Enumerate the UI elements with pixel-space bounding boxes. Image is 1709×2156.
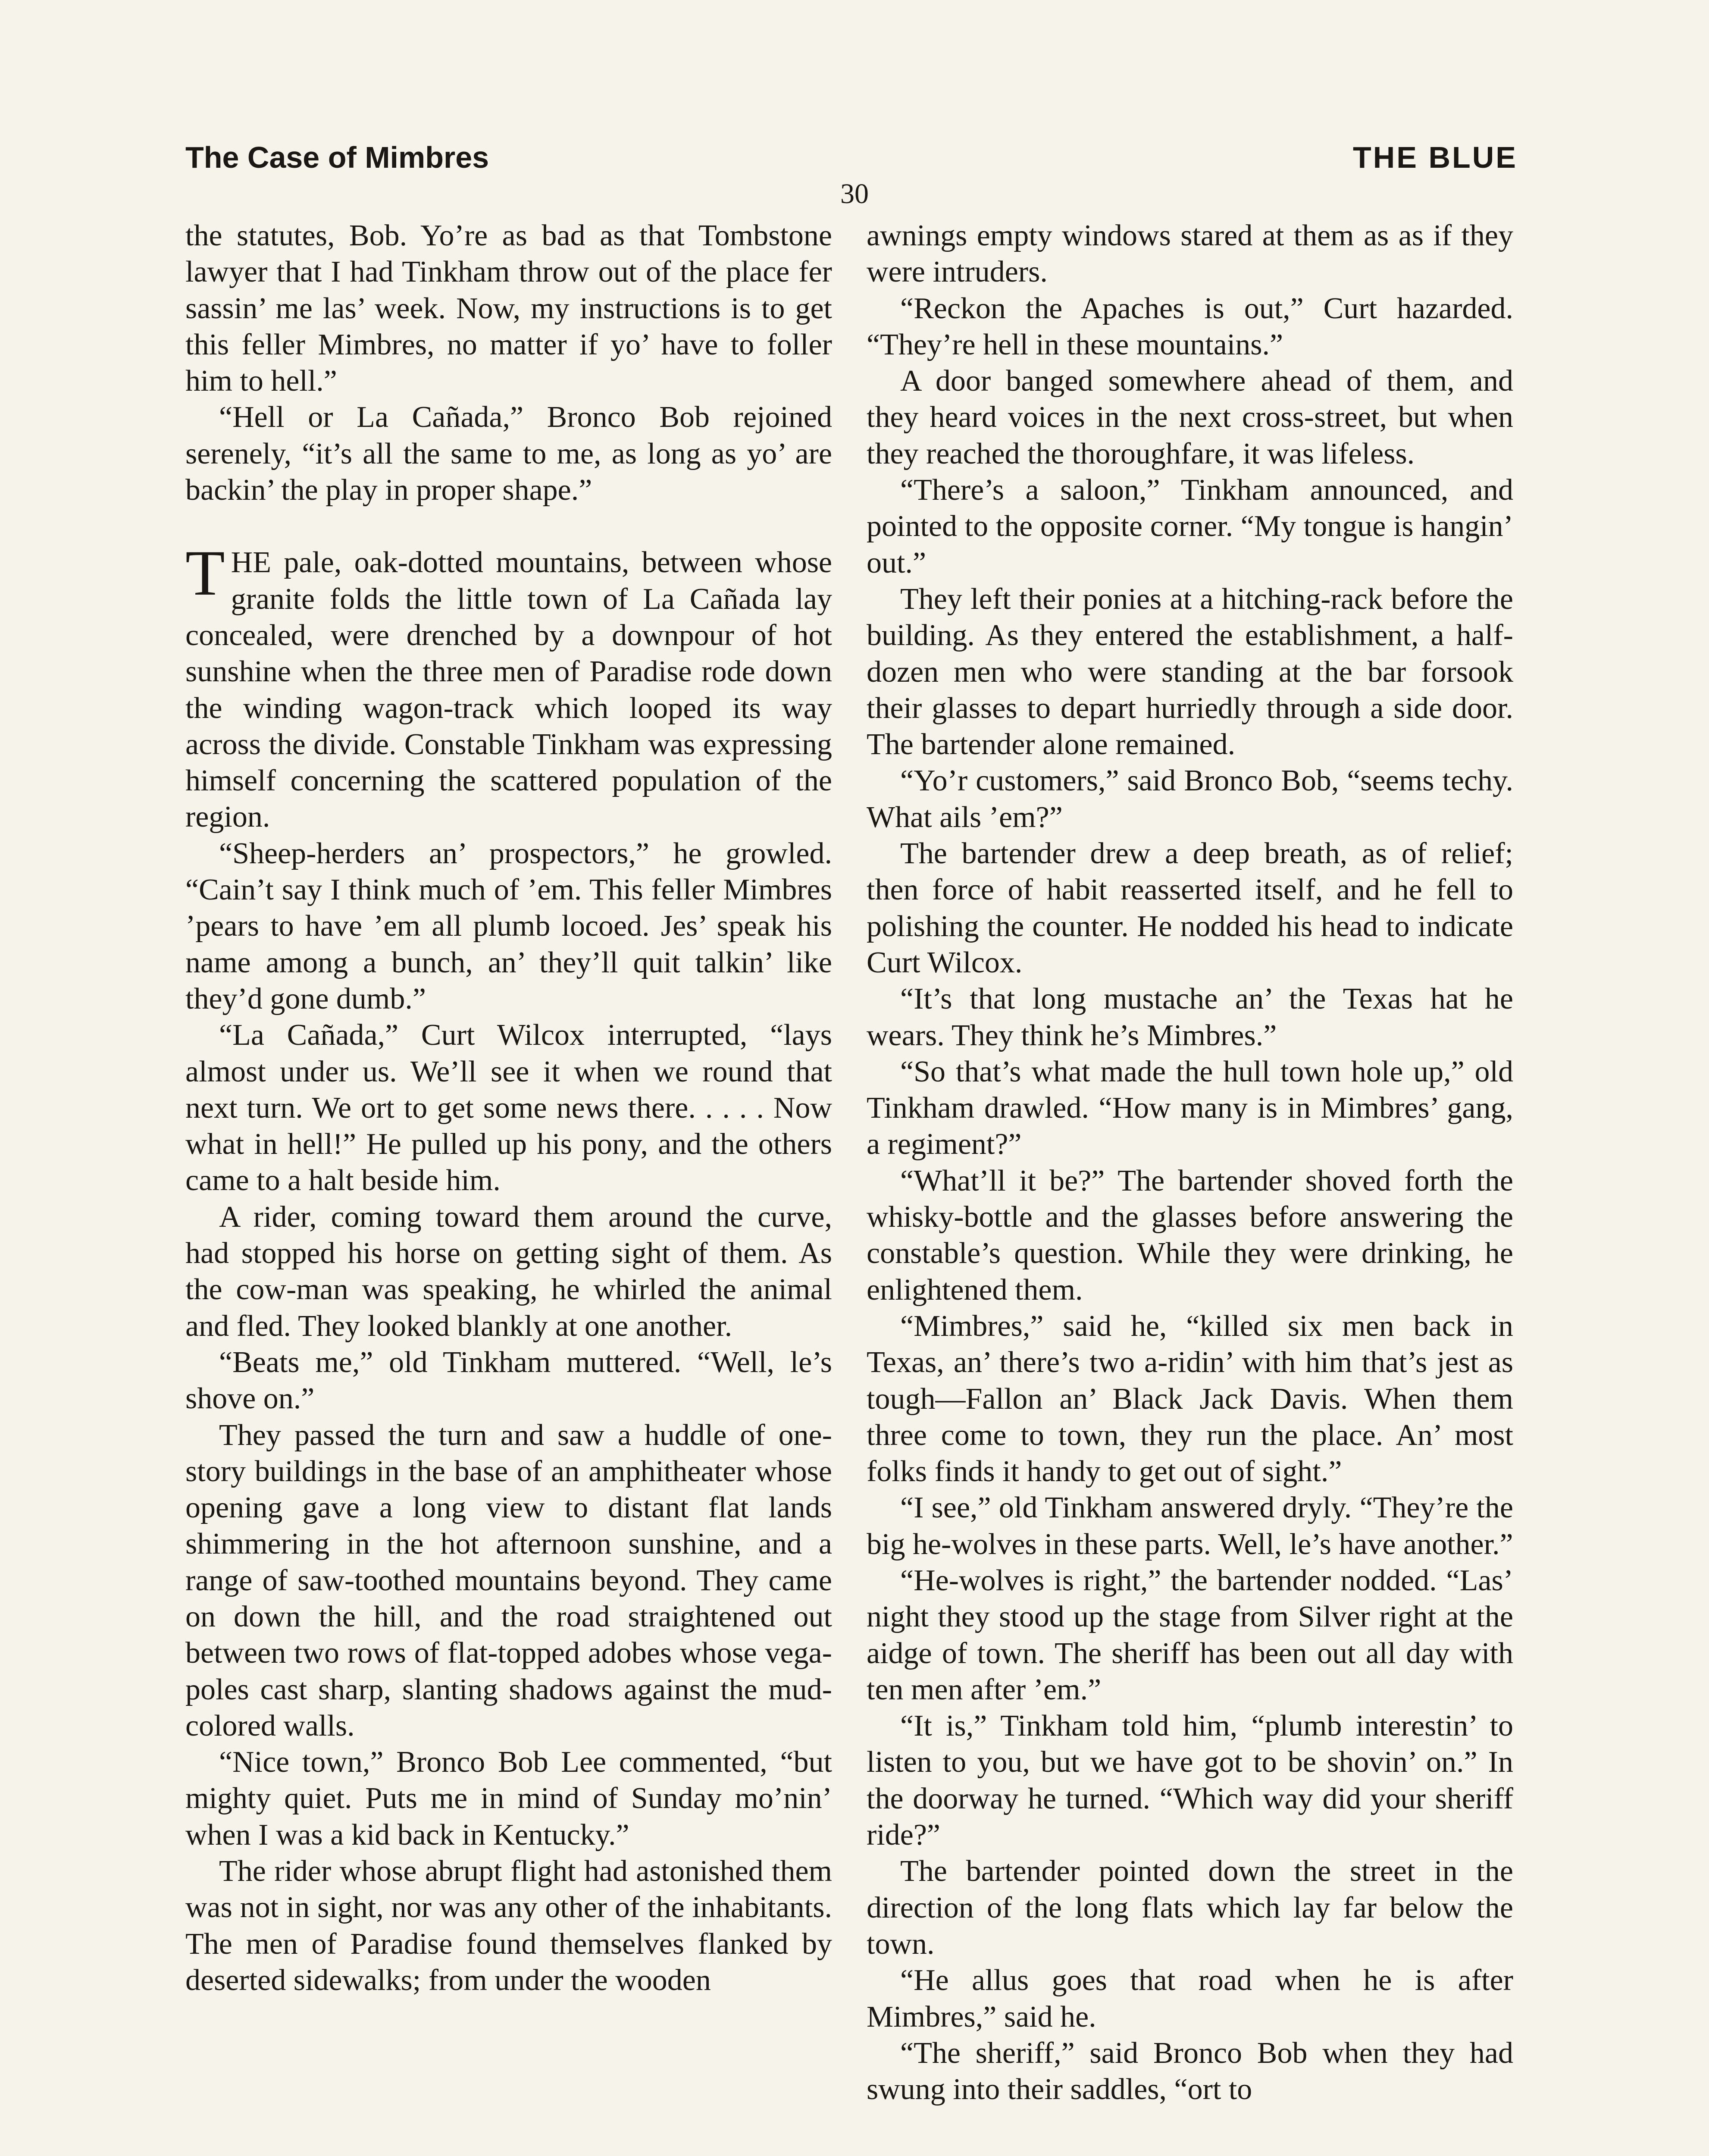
- paragraph: The rider whose abrupt flight had astonished them was not in sight, nor was any other of the inhabitants. The men of Paradise found themselves flanked by deserted sidewalks; from under the wooden: [185, 1855, 832, 1997]
- paragraph: “Mimbres,” said he, “killed six men back in Texas, an’ there’s two a-ridin’ with him that’s jest as tough—Fallon an’ Black Jack Davis. When them three come to town, they run the place. An’ most folks finds it handy to get out of sight.”: [867, 1309, 1513, 1489]
- paragraph: “Reckon the Apaches is out,” Curt hazarded. “They’re hell in these mountains.”: [867, 291, 1513, 361]
- paragraph: “Yo’r customers,” said Bronco Bob, “seems techy. What ails ’em?”: [867, 764, 1513, 834]
- paragraph: “There’s a saloon,” Tinkham announced, and pointed to the opposite corner. “My tongue is hangin’ out.”: [867, 473, 1513, 580]
- paragraph: “So that’s what made the hull town hole up,” old Tinkham drawled. “How many is in Mimbres’ gang, a regiment?”: [867, 1055, 1513, 1161]
- text-column-right: [867, 218, 1513, 2108]
- section-opening-paragraph: [185, 537, 832, 835]
- paragraph: “It is,” Tinkham told him, “plumb interestin’ to listen to you, but we have got to be shovin’ on.” In the doorway he turned. “Which way did your sheriff ride?”: [867, 1709, 1513, 1852]
- paragraph: “Beats me,” old Tinkham muttered. “Well, le’s shove on.”: [185, 1345, 832, 1416]
- paragraph: “Nice town,” Bronco Bob Lee commented, “but mighty quiet. Puts me in mind of Sunday mo’nin’ when I was a kid back in Kentucky.”: [185, 1745, 832, 1852]
- magazine-title: THE BLUE: [1353, 141, 1518, 174]
- running-header: [185, 134, 1518, 181]
- paragraph: “What’ll it be?” The bartender shoved forth the whisky-bottle and the glasses before answering the constable’s question. While they were drinking, he enlightened them.: [867, 1164, 1513, 1307]
- paragraph: A door banged somewhere ahead of them, and they heard voices in the next cross-street, but when they reached the thoroughfare, it was lifeless.: [867, 364, 1513, 470]
- paragraph: the statutes, Bob. Yo’re as bad as that Tombstone lawyer that I had Tinkham throw out of the place fer sassin’ me las’ week. Now, my instructions is to get this feller Mimbres, no matter if yo’ have to foller him to hell.”: [185, 219, 832, 398]
- paragraph: “I see,” old Tinkham answered dryly. “They’re the big he-wolves in these parts. Well, le’s have another.”: [867, 1491, 1513, 1561]
- paragraph: “It’s that long mustache an’ the Texas hat he wears. They think he’s Mimbres.”: [867, 982, 1513, 1052]
- paragraph: A rider, coming toward them around the curve, had stopped his horse on getting sight of them. As the cow-man was speaking, he whirled the animal and fled. They looked blankly at one another.: [185, 1200, 832, 1343]
- page-number: 30: [840, 178, 869, 210]
- paragraph: “Hell or La Cañada,” Bronco Bob rejoined serenely, “it’s all the same to me, as long as yo’ are backin’ the play in proper shape.”: [185, 401, 832, 507]
- paragraph: They left their ponies at a hitching-rack before the building. As they entered the establishment, a half-dozen men who were standing at the bar forsook their glasses to depart hurriedly through a side door. The bartender alone remained.: [867, 582, 1513, 761]
- text-column-left: [185, 218, 832, 1999]
- paragraph: “He allus goes that road when he is after Mimbres,” said he.: [867, 1964, 1513, 2034]
- paragraph: The bartender pointed down the street in the direction of the long flats which lay far below the town.: [867, 1855, 1513, 1961]
- paragraph: “Sheep-herders an’ prospectors,” he growled. “Cain’t say I think much of ’em. This feller Mimbres ’pears to have ’em all plumb locoed. Jes’ speak his name among a bunch, an’ they’ll quit talkin’ like they’d gone dumb.”: [185, 837, 832, 1015]
- story-title: The Case of Mimbres: [185, 141, 489, 174]
- drop-cap: T: [185, 537, 225, 609]
- paragraph: They passed the turn and saw a huddle of one-story buildings in the base of an amphitheater whose opening gave a long view to distant flat lands shimmering in the hot afternoon sunshine, and a range of saw-toothed mountains beyond. They came on down the hill, and the road straightened out between two rows of flat-topped adobes whose vega-poles cast sharp, slanting shadows against the mud-colored walls.: [185, 1418, 832, 1742]
- paragraph: “La Cañada,” Curt Wilcox interrupted, “lays almost under us. We’ll see it when we round that next turn. We ort to get some news there. . . . . Now what in hell!” He pulled up his pony, and the others came to a halt beside him.: [185, 1018, 832, 1197]
- paragraph: The bartender drew a deep breath, as of relief; then force of habit reasserted itself, and he fell to polishing the counter. He nodded his head to indicate Curt Wilcox.: [867, 837, 1513, 979]
- paragraph-text: HE pale, oak-dotted mountains, between whose granite folds the little town of La Cañada lay concealed, were drenched by a downpour of hot sunshine when the three men of Paradise rode down the winding wagon-track which looped its way across the divide. Constable Tinkham was expressing himself concerning the scattered population of the region.: [185, 546, 832, 834]
- paragraph: awnings empty windows stared at them as as if they were intruders.: [867, 219, 1513, 289]
- paragraph: “He-wolves is right,” the bartender nodded. “Las’ night they stood up the stage from Silver right at the aidge of town. The sheriff has been out all day with ten men after ’em.”: [867, 1564, 1513, 1706]
- paragraph: “The sheriff,” said Bronco Bob when they had swung into their saddles, “ort to: [867, 2036, 1513, 2106]
